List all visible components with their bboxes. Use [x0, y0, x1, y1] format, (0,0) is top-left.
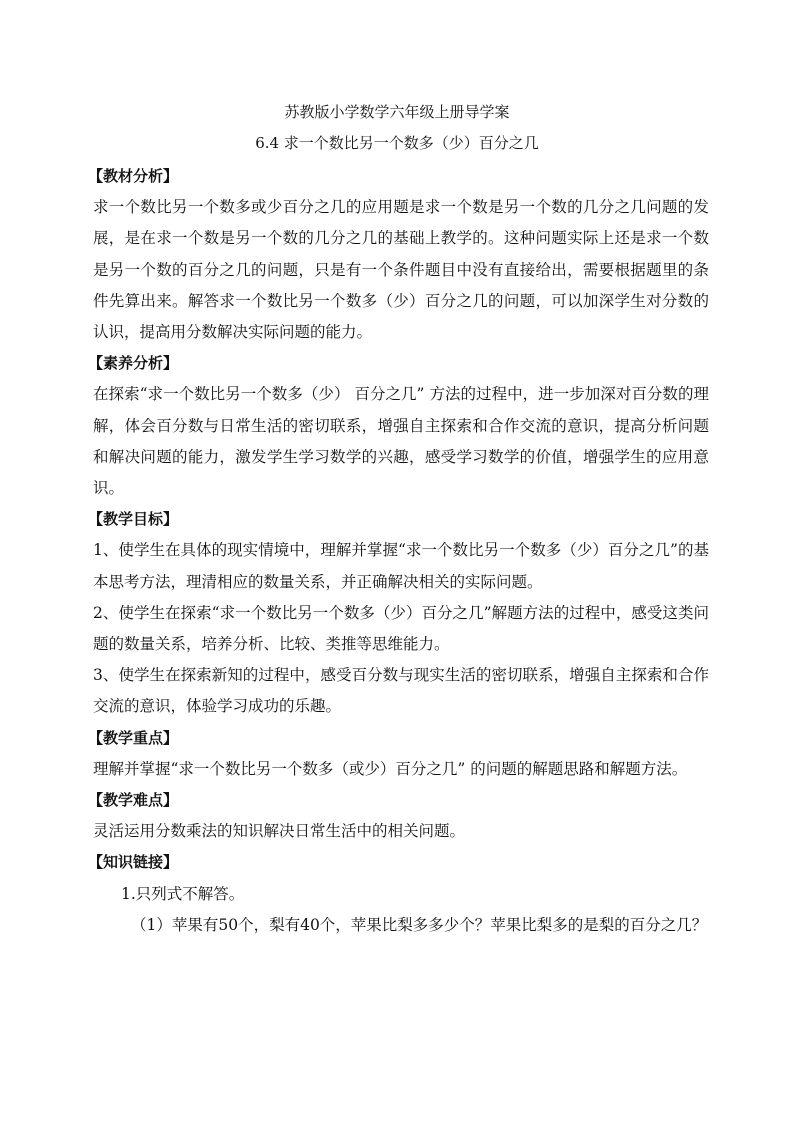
- link-item-1: 1.只列式不解答。: [121, 884, 245, 903]
- heading-analysis: 【教材分析】: [88, 167, 179, 185]
- text-focus: 理解并掌握“求一个数比另一个数多（或少）百分之几” 的问题的解题思路和解题方法。: [93, 759, 688, 778]
- text-difficulty: 灵活运用分数乘法的知识解决日常生活中的相关问题。: [93, 822, 466, 841]
- heading-focus: 【教学重点】: [88, 728, 179, 747]
- link-item-2: （1）苹果有50个，梨有40个，苹果比梨多多少个？苹果比梨多的是梨的百分之几？: [131, 915, 708, 934]
- heading-link: 【知识链接】: [88, 853, 179, 872]
- doc-title: 苏教版小学数学六年级上册导学案: [284, 103, 510, 121]
- goal-item-1: 1、使学生在具体的现实情境中，理解并掌握“求一个数比另一个数多（少）百分之几”的基本思考方法，理清相应的数量关系，并正确解决相关的实际问题。: [93, 541, 709, 591]
- doc-subtitle: 6.4 求一个数比另一个数多（少）百分之几: [255, 134, 539, 152]
- heading-goals: 【教学目标】: [88, 510, 179, 529]
- heading-difficulty: 【教学难点】: [88, 791, 179, 810]
- goal-item-2: 2、使学生在探索“求一个数比另一个数多（少）百分之几”解题方法的过程中，感受这类问题的数量关系，培养分析、比较、类推等思维能力。: [93, 603, 709, 654]
- doc-content: [88, 161, 709, 941]
- text-literacy: 在探索“求一个数比另一个数多（少） 百分之几” 方法的过程中，进一步加深对百分数的理解，体会百分数与日常生活的密切联系，增强自主探索和合作交流的意识，提高分析问题和解决问题的能力，激发学生学习数学的兴趣，感受学习数学的价值，增强学生的应用意识。: [93, 385, 709, 498]
- heading-literacy: 【素养分析】: [88, 354, 179, 373]
- goal-item-3: 3、使学生在探索新知的过程中，感受百分数与现实生活的密切联系，增强自主探索和合作交流的意识，体验学习成功的乐趣。: [93, 666, 709, 716]
- text-analysis: 求一个数比另一个数多或少百分之几的应用题是求一个数是另一个数的几分之几问题的发展，是在求一个数是另一个数的几分之几的基础上教学的。这种问题实际上还是求一个数是另一个数的百分之几的问题，只是有一个条件题目中没有直接给出，需要根据题里的条件先算出来。解答求一个数比另一个数多（少）百分之几的问题，可以加深学生对分数的认识，提高用分数解决实际问题的能力。: [93, 198, 709, 342]
